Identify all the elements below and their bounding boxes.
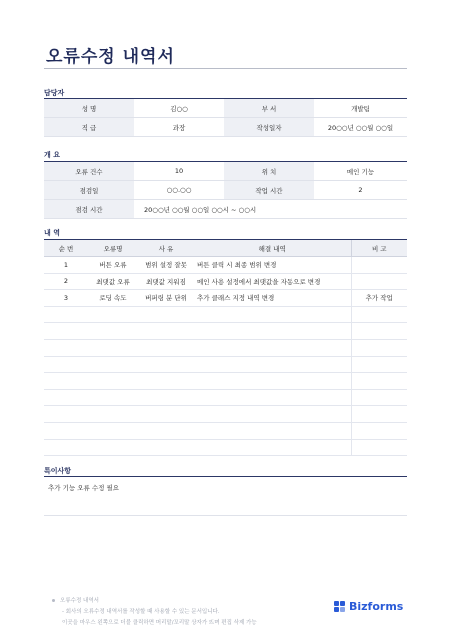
empty-cell	[88, 373, 138, 390]
manager-row	[44, 118, 407, 137]
empty-cell	[88, 356, 138, 373]
details-section-label: 내 역	[44, 229, 60, 237]
cell-no: 1	[44, 257, 88, 274]
value-work-time: 2	[314, 181, 407, 200]
empty-cell	[138, 323, 194, 340]
empty-cell	[88, 323, 138, 340]
footer-line-1	[52, 596, 257, 607]
empty-cell	[44, 339, 88, 356]
empty-cell	[138, 422, 194, 439]
empty-cell	[138, 406, 194, 423]
label-location: 위 치	[224, 162, 314, 181]
empty-cell	[194, 323, 351, 340]
empty-cell	[44, 323, 88, 340]
overview-table	[44, 161, 407, 219]
cell-remarks: 추가 작업	[351, 290, 407, 307]
label-check-time: 점검 시간	[44, 200, 134, 219]
empty-cell	[351, 406, 407, 423]
details-table	[44, 239, 407, 456]
table-row-empty	[44, 406, 407, 423]
label-error-count: 오류 건수	[44, 162, 134, 181]
label-department: 부 서	[224, 99, 314, 118]
empty-cell	[194, 306, 351, 323]
empty-cell	[88, 339, 138, 356]
brand-logo	[334, 600, 403, 613]
empty-cell	[194, 373, 351, 390]
details-header-row	[44, 240, 407, 257]
empty-cell	[138, 439, 194, 456]
empty-cell	[88, 439, 138, 456]
manager-table	[44, 98, 407, 137]
manager-section-label: 담당자	[44, 89, 65, 97]
cell-reason: 범위 설정 잘못	[138, 257, 194, 274]
value-check-time: 20○○년 ○○월 ○○일 ○○시 ~ ○○시	[134, 200, 407, 219]
table-row-empty	[44, 356, 407, 373]
notes-text: 추가 기능 오류 수정 필요	[48, 484, 120, 492]
value-error-count: 10	[134, 162, 224, 181]
empty-cell	[194, 356, 351, 373]
empty-cell	[194, 422, 351, 439]
value-name: 김○○	[134, 99, 224, 118]
table-row-empty	[44, 422, 407, 439]
table-row-empty	[44, 439, 407, 456]
table-row-empty	[44, 373, 407, 390]
value-department: 개발팀	[314, 99, 407, 118]
cell-no: 3	[44, 290, 88, 307]
empty-cell	[138, 339, 194, 356]
label-rank: 직 급	[44, 118, 134, 137]
empty-cell	[44, 439, 88, 456]
footer-line-3: 이곳을 마우스 왼쪽으로 더블 클릭하면 머리말/꼬리말 상자가 뜨며 편집 삭제 가능	[62, 620, 257, 626]
empty-cell	[138, 306, 194, 323]
overview-row	[44, 181, 407, 200]
cell-resolution: 버튼 클릭 시 최종 범위 변경	[194, 257, 351, 274]
cell-resolution: 메인 사용 설정에서 최댓값을 자동으로 변경	[194, 273, 351, 290]
empty-cell	[44, 306, 88, 323]
label-work-time: 작업 시간	[224, 181, 314, 200]
cell-remarks	[351, 273, 407, 290]
value-location: 메인 기능	[314, 162, 407, 181]
empty-cell	[44, 356, 88, 373]
cell-error-name: 최댓값 오류	[88, 273, 138, 290]
empty-cell	[194, 406, 351, 423]
empty-cell	[44, 422, 88, 439]
empty-cell	[138, 389, 194, 406]
empty-cell	[351, 422, 407, 439]
empty-cell	[44, 389, 88, 406]
brand-mark-icon	[334, 601, 346, 613]
table-row	[44, 273, 407, 290]
footer-title: 오류수정 내역서	[60, 598, 99, 604]
table-row-empty	[44, 339, 407, 356]
table-row-empty	[44, 389, 407, 406]
cell-no: 2	[44, 273, 88, 290]
cell-remarks	[351, 257, 407, 274]
table-row-empty	[44, 306, 407, 323]
empty-cell	[88, 406, 138, 423]
label-check-date: 점검일	[44, 181, 134, 200]
cell-reason: 버퍼링 분 단위	[138, 290, 194, 307]
bullet-icon	[52, 599, 55, 602]
document-title: 오류수정 내역서	[46, 47, 175, 67]
footer-line-2: - 회사의 오류수정 내역서를 작성할 때 사용할 수 있는 문서입니다.	[62, 609, 220, 615]
value-check-date: ○○.○○	[134, 181, 224, 200]
overview-row	[44, 200, 407, 219]
header-no: 순 번	[44, 240, 88, 257]
empty-cell	[88, 306, 138, 323]
empty-cell	[351, 306, 407, 323]
header-error-name: 오류명	[88, 240, 138, 257]
empty-cell	[88, 389, 138, 406]
empty-cell	[138, 373, 194, 390]
empty-cell	[88, 422, 138, 439]
empty-cell	[351, 373, 407, 390]
table-row	[44, 257, 407, 274]
header-reason: 사 유	[138, 240, 194, 257]
brand-name: Bizforms	[349, 600, 404, 613]
empty-cell	[351, 389, 407, 406]
label-date: 작성일자	[224, 118, 314, 137]
empty-cell	[194, 339, 351, 356]
overview-section-label: 개 요	[44, 151, 60, 159]
value-rank: 과장	[134, 118, 224, 137]
manager-row	[44, 99, 407, 118]
cell-resolution: 추가 클래스 지정 내역 변경	[194, 290, 351, 307]
empty-cell	[138, 356, 194, 373]
empty-cell	[351, 323, 407, 340]
empty-cell	[194, 389, 351, 406]
label-name: 성 명	[44, 99, 134, 118]
empty-cell	[194, 439, 351, 456]
table-row	[44, 290, 407, 307]
header-remarks: 비 고	[351, 240, 407, 257]
empty-cell	[44, 373, 88, 390]
footer	[52, 596, 257, 629]
notes-box	[44, 476, 407, 516]
empty-cell	[351, 356, 407, 373]
empty-cell	[351, 339, 407, 356]
header-resolution: 해결 내역	[194, 240, 351, 257]
empty-cell	[351, 439, 407, 456]
overview-row	[44, 162, 407, 181]
title-divider	[44, 68, 407, 69]
cell-error-name: 버튼 오류	[88, 257, 138, 274]
value-date: 20○○년 ○○월 ○○일	[314, 118, 407, 137]
cell-reason: 최댓값 지워짐	[138, 273, 194, 290]
notes-section-label: 특이사항	[44, 467, 72, 475]
table-row-empty	[44, 323, 407, 340]
cell-error-name: 로딩 속도	[88, 290, 138, 307]
empty-cell	[44, 406, 88, 423]
